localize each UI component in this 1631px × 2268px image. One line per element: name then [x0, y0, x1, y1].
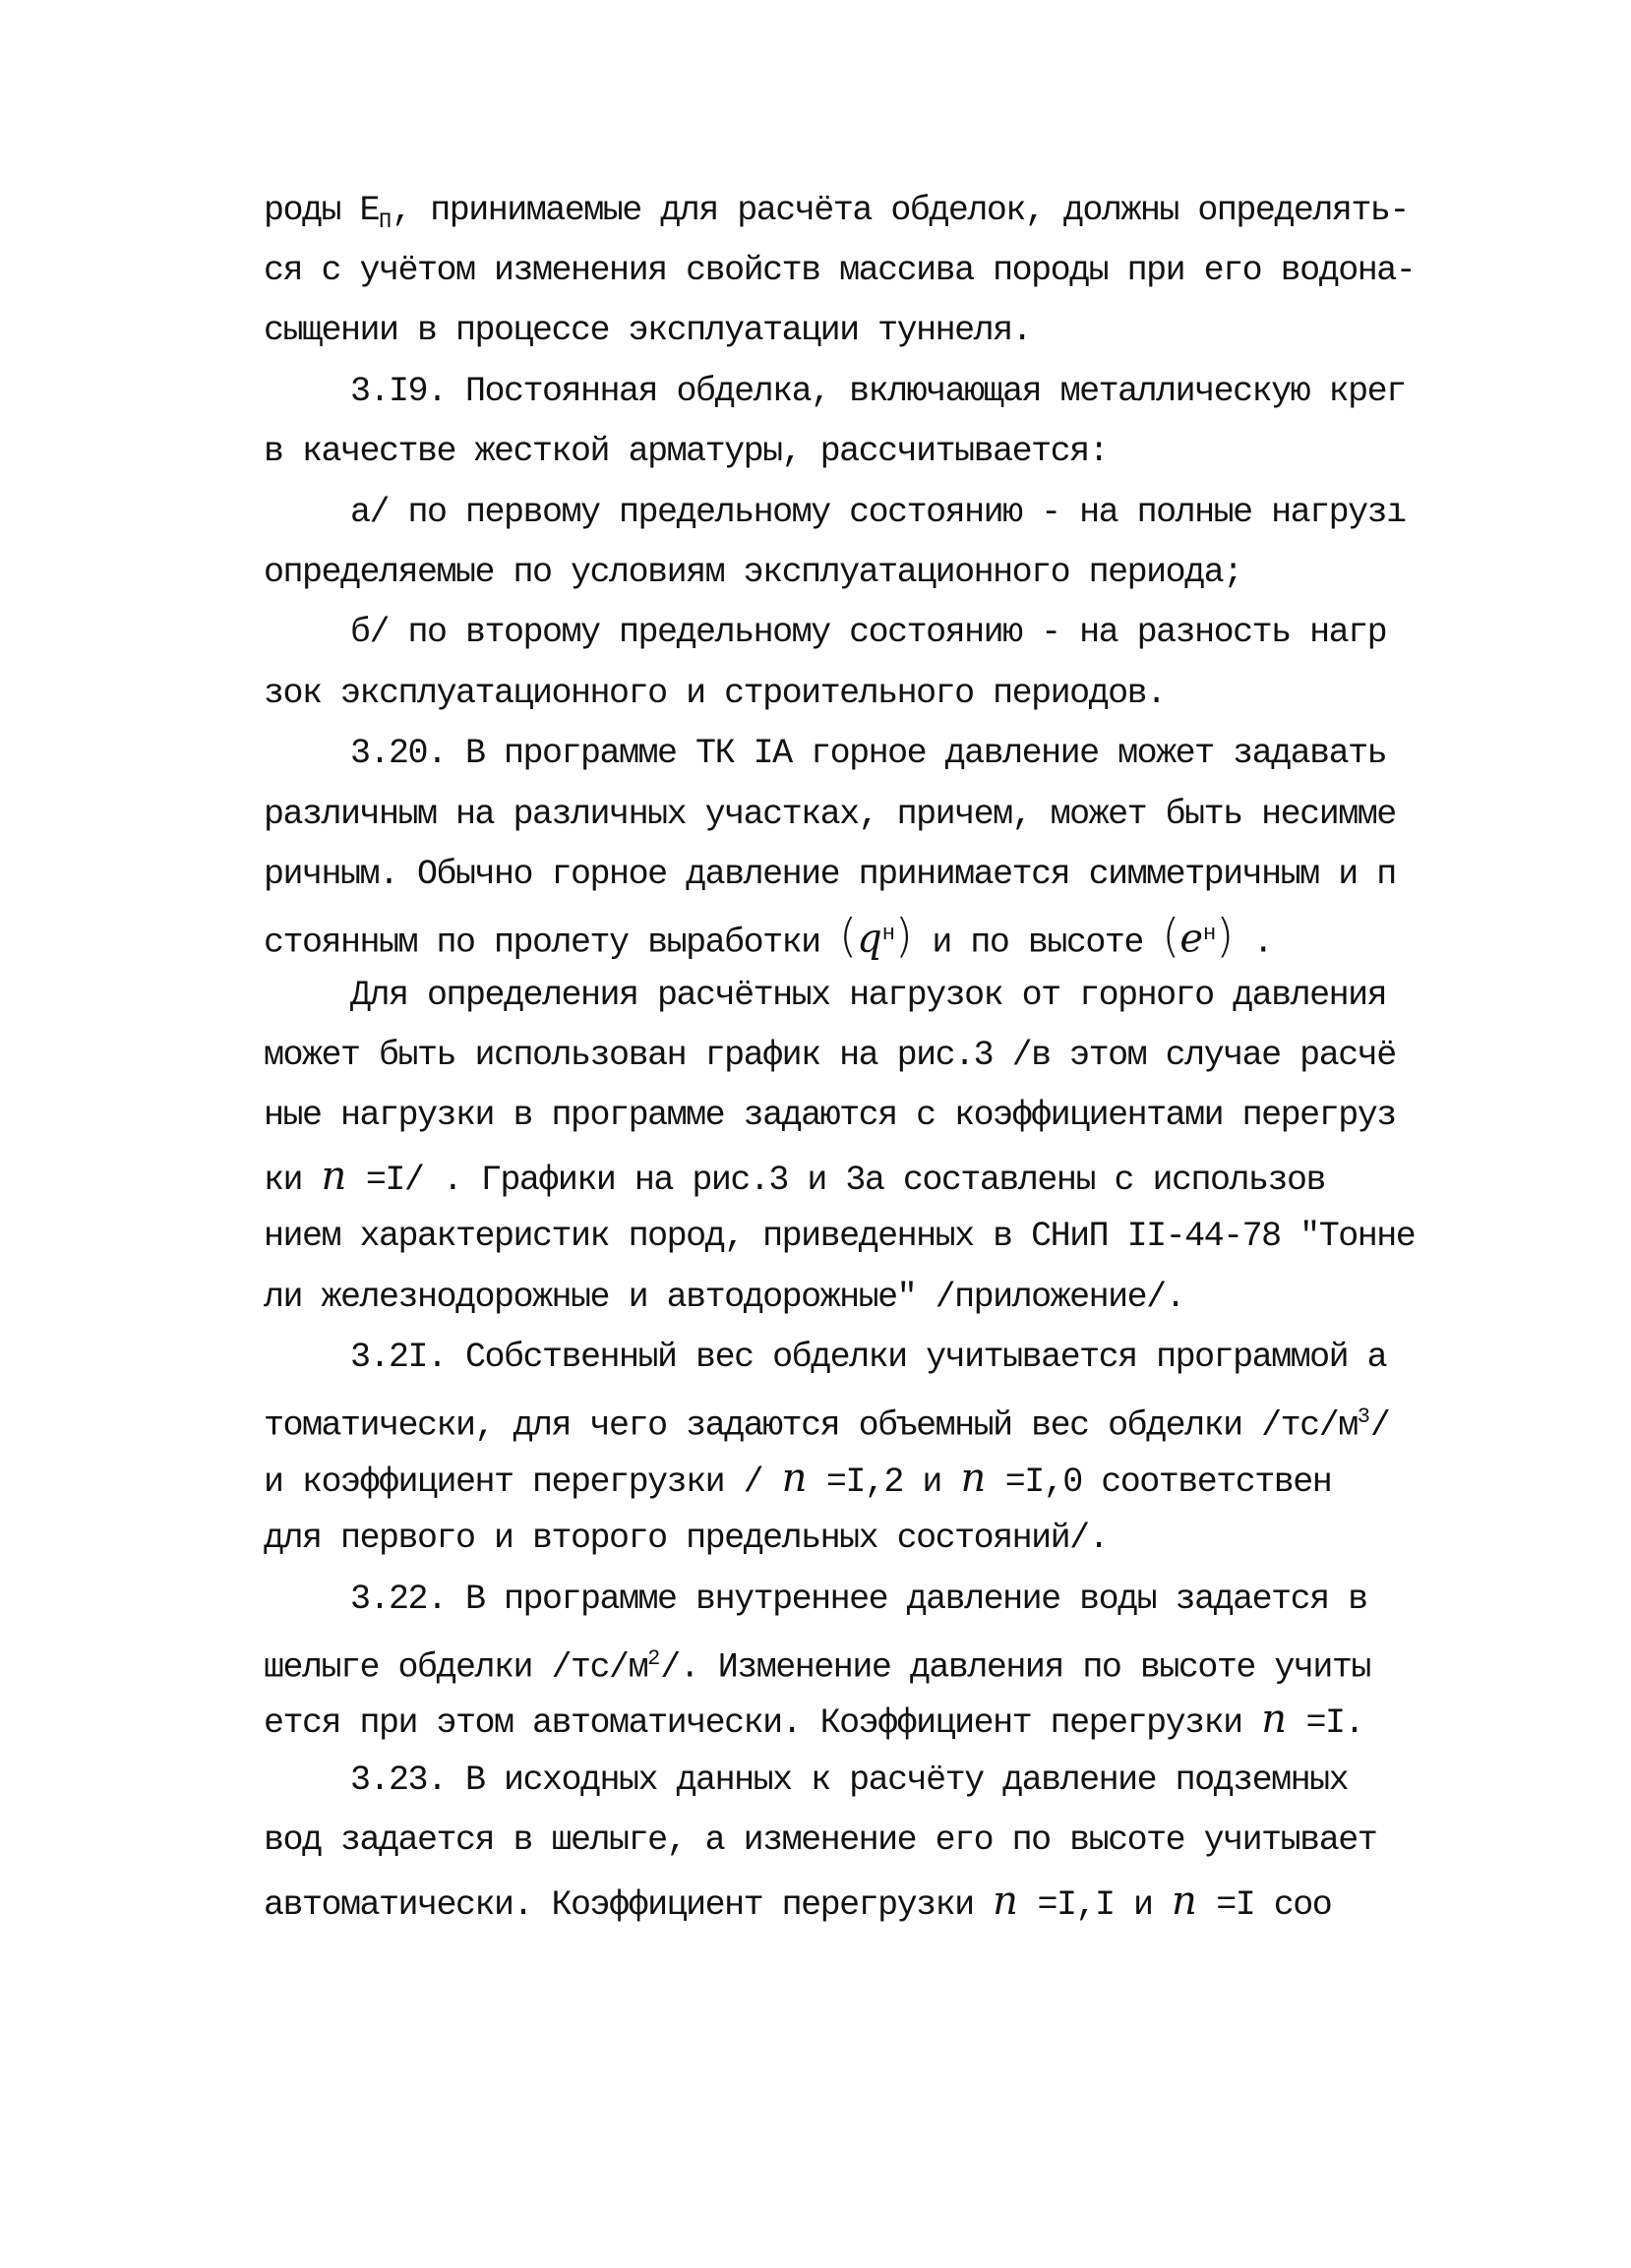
paragraph-3-22-start: 3.22. В программе внутреннее давление воды задается в	[350, 1580, 1367, 1619]
text-line	[264, 1396, 1390, 1446]
text-fragment: , принимаемые для расчёта обделок, должны определять-	[392, 191, 1409, 230]
text-fragment: =I,0 соответствен	[1004, 1462, 1332, 1502]
superscript: 3	[1357, 1404, 1370, 1429]
text-line: вод задается в шелыге, а изменение его по высоте учитывает	[264, 1820, 1377, 1860]
text-line	[264, 1155, 1325, 1198]
symbol-n: n	[1171, 1879, 1197, 1924]
text-line: ричным. Обычно горное давление принимается симметричным и п	[264, 855, 1396, 894]
text-line	[264, 1698, 1363, 1741]
text-line: может быть использован график на рис.3 /в этом случае расчё	[264, 1036, 1396, 1075]
item-a: а/ по первому предельному состоянию - на полные нагрузı	[350, 493, 1406, 532]
text-fragment: и коэффициент перегрузки /	[264, 1462, 763, 1502]
text-fragment: автоматически. Коэффициент перегрузки	[264, 1885, 974, 1925]
text-fragment: /. Изменение давления по высоте учиты	[660, 1647, 1370, 1688]
text-fragment: ки	[264, 1161, 303, 1200]
symbol-n: n	[321, 1154, 347, 1199]
text-fragment: и по высоте	[932, 923, 1143, 963]
paragraph-graph-start: Для определения расчётных нагрузок от горного давления	[350, 976, 1387, 1015]
symbol-n: n	[993, 1879, 1018, 1924]
text-fragment: ется при этом автоматически. Коэффициент перегрузки	[264, 1703, 1242, 1743]
text-line	[264, 189, 1409, 232]
text-fragment: /	[1369, 1405, 1390, 1446]
text-fragment: роды E	[264, 191, 380, 230]
item-b: б/ по второму предельному состоянию - на разность нагр	[350, 613, 1387, 652]
text-line: в качестве жесткой арматуры, рассчитывается:	[264, 432, 1109, 471]
paragraph-3-23-start: 3.23. В исходных данных к расчёту давление подземных	[350, 1761, 1349, 1800]
text-line: для первого и второго предельных состояний/.	[264, 1519, 1109, 1558]
symbol-n: n	[960, 1456, 987, 1501]
text-line: зок эксплуатационного и строительного периодов.	[264, 674, 1166, 713]
text-fragment: шелыге обделки /тс/м	[264, 1647, 648, 1688]
superscript: 2	[647, 1646, 661, 1671]
text-fragment: стоянным по пролету выработки	[264, 923, 820, 963]
symbol-n: n	[781, 1456, 808, 1501]
paren-open: (	[839, 909, 858, 963]
paragraph-3-21-start: 3.2I. Собственный вес обделки учитывается программой а	[350, 1338, 1387, 1377]
text-fragment: =I/ . Графики на рис.3 и 3а составлены с использов	[365, 1161, 1325, 1200]
text-fragment: =I,I и	[1037, 1885, 1153, 1925]
symbol-q: q	[857, 916, 882, 962]
text-line: определяемые по условиям эксплуатационного периода;	[264, 553, 1242, 592]
text-line	[264, 1638, 1370, 1688]
paren-close: )	[894, 909, 913, 963]
paragraph-3-19-start: 3.I9. Постоянная обделка, включающая металлическую крег	[350, 372, 1406, 411]
superscript: н	[1203, 922, 1217, 946]
text-line	[264, 909, 1273, 963]
text-fragment: томатически, для чего задаются объемный вес обделки /тс/м	[264, 1405, 1358, 1446]
text-fragment: .	[1252, 923, 1273, 963]
symbol-e: e	[1179, 916, 1204, 962]
text-line: ся с учётом изменения свойств массива породы при его водона-	[264, 251, 1416, 290]
text-line: ли железнодорожные и автодорожные" /приложение/.	[264, 1278, 1185, 1317]
text-fragment: =I соо	[1216, 1885, 1332, 1925]
text-line: сыщении в процессе эксплуатации туннеля.	[264, 311, 1032, 350]
text-line: нием характеристик пород, приведенных в СНиП II-44-78 "Тонне	[264, 1217, 1416, 1256]
symbol-n: n	[1261, 1697, 1287, 1742]
superscript: н	[881, 922, 895, 946]
text-line: ные нагрузки в программе задаются с коэффициентами перегруз	[264, 1096, 1396, 1135]
subscript: П	[379, 209, 393, 234]
paragraph-3-20-start: 3.20. В программе ТК IA горное давление может задавать	[350, 734, 1387, 773]
text-line: различным на различных участках, причем, может быть несимме	[264, 795, 1396, 834]
text-fragment: =I.	[1305, 1703, 1363, 1743]
text-line	[264, 1457, 1331, 1500]
text-fragment: =I,2 и	[825, 1462, 941, 1502]
paren-open: (	[1162, 909, 1180, 963]
paren-close: )	[1216, 909, 1235, 963]
text-line	[264, 1880, 1331, 1923]
